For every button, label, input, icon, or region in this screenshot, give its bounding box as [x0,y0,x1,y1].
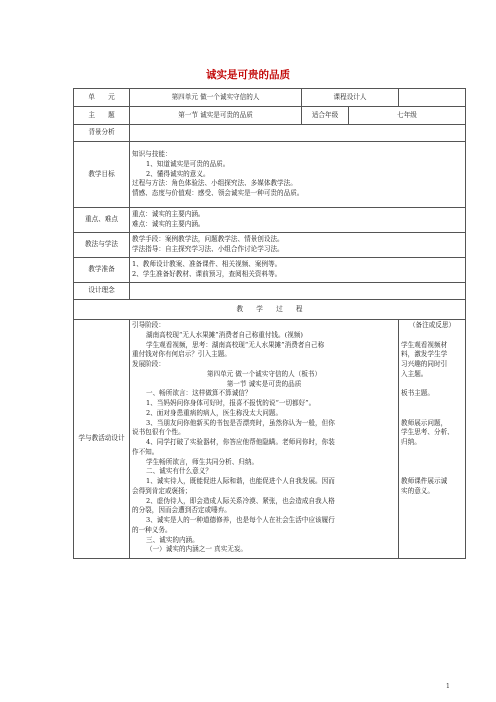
process-line: 二、诚实有什么意义？ [146,467,212,476]
unit-value: 第四单元 做一个诚实守信的人 [130,89,302,107]
notes-line: 入主题。 [401,369,428,378]
process-header: 教 学 过 程 [74,300,466,320]
notes-line [401,380,463,390]
background-label: 背景分析 [74,125,130,142]
keypoints-label: 重点、难点 [74,208,130,233]
topic-value: 第一节 诚实是可贵的品质 [130,107,302,125]
notes-line [401,409,463,419]
prep-line: 2、学生准备好教材、课前预习，查阅相关资料等。 [132,270,282,278]
process-line: 的一种义务。 [132,525,172,534]
process-line: 引导阶段： [132,321,165,329]
keypoints-line: 重点：诚实的主要内涵。 [132,210,205,219]
process-line: 1、当妈妈问你身体可好时，报喜不报忧的说“一切都好”。 [146,399,316,407]
process-line: 3、诚实是人的一种道德修养，也是每个人在社会生活中应该履行 [146,516,335,524]
process-line: 3、当朋友问你他新买的书包是否漂亮时，虽然你认为一般，但你 [146,418,335,427]
process-line: 会得到肯定或褒扬； [132,486,192,495]
process-line: 说书包很有个性。 [132,428,185,437]
method-line: 学法指导：自主探究学习法、小组合作讨论学习法。 [132,245,284,253]
notes-content [399,320,466,559]
process-line: 重付钱对你有何启示？引入主题。 [132,350,231,359]
keypoints-line: 难点：诚实的主要内涵。 [132,220,205,228]
notes-line: 习兴趣的同时引 [401,360,448,368]
notes-line: 教师课件展示诚 [401,477,448,485]
goals-line: 过程与方法：角色体验法、小组探究法、多媒体教学法。 [132,179,297,188]
process-line: 2、面对身患重病的病人，医生称没太大问题。 [146,408,283,417]
topic-label: 主 题 [74,107,130,125]
notes-line [401,331,463,341]
goals-content [130,142,466,208]
goals-line: 情感、态度与价值观：感受、领会诚实是一种可贵的品质。 [132,189,304,198]
process-line: （一）诚实的内涵之一 真实无妄。 [146,545,248,554]
prep-line: 1、教师设计教案、准备课件、相关视频、案例等。 [132,260,282,269]
unit-label: 单 元 [74,89,130,107]
lesson-plan-table [73,88,466,559]
process-line: 的分裂，因而会遭到否定或唾弃。 [132,506,231,515]
designer-value [399,89,466,107]
process-line: 作不知。 [132,447,159,456]
process-line: 三、诚实的内涵。 [146,535,199,544]
keypoints-content [130,208,466,233]
goals-line: 知识与技能： [132,150,172,159]
notes-line: 料，激发学生学 [401,350,448,359]
notes-line: 教师展示问题， [401,418,448,427]
process-line: 2、虚伪待人，即会造成人际关系冷漠、紧张，也会造成自我人格 [146,496,335,505]
concept-label: 设计理念 [74,283,130,300]
prep-label: 教学准备 [74,258,130,283]
process-content [130,320,399,559]
process-line: 一、畅所欲言：这样做算不算诚信？ [146,389,252,398]
document-title: 诚实是可贵的品质 [206,69,290,81]
process-line: 学生畅所欲言，师生共同分析、归纳。 [146,457,259,466]
notes-line: 实的意义。 [401,486,434,495]
notes-line [401,458,463,468]
grade-value: 七年级 [349,107,466,125]
notes-line [401,448,463,458]
notes-line [401,399,463,409]
method-line: 教学手段：案例教学法，问题教学法、情景创设法。 [132,235,284,244]
notes-line: 学生观看视频材 [401,340,448,349]
notes-line: 板书主题。 [401,389,434,398]
prep-content [130,258,466,283]
designer-label: 课程设计人 [302,89,399,107]
notes-header: （备注或反思） [408,321,456,329]
process-line: 1、诚实待人，既能促进人际和谐，也能促进个人自我发展。因而 [146,477,335,485]
page-number: 1 [446,683,450,690]
notes-line: 学生思考、分析、 [401,428,454,437]
method-content [130,233,466,258]
process-line: 第四单元 做一个诚实守信的人（板书） [206,369,322,378]
process-line: 学生观看视频，思考：湖南高校现“无人水果摊”消费者自己称 [146,340,325,349]
process-line: 第一节 诚实是可贵的品质 [226,379,302,388]
goals-line: 1、知道诚实是可贵的品质。 [146,159,230,168]
goals-line: 2、懂得诚实的意义。 [146,169,210,178]
goals-label: 教学目标 [74,142,130,208]
process-line: 湖南高校现“无人水果摊”消费者自己称重付钱。(视频) [146,330,303,339]
process-line: 4、同学打破了实验器材，你答应他帮他隐瞒。老师问你时，你装 [146,438,335,446]
concept-value [130,283,466,300]
activity-label: 学与教活动设计 [74,320,130,559]
notes-line: 归纳。 [401,438,421,446]
grade-label: 适合年级 [302,107,349,125]
method-label: 教法与学法 [74,233,130,258]
background-value [130,125,466,142]
notes-line [401,467,463,477]
process-line: 发展阶段： [132,360,165,368]
